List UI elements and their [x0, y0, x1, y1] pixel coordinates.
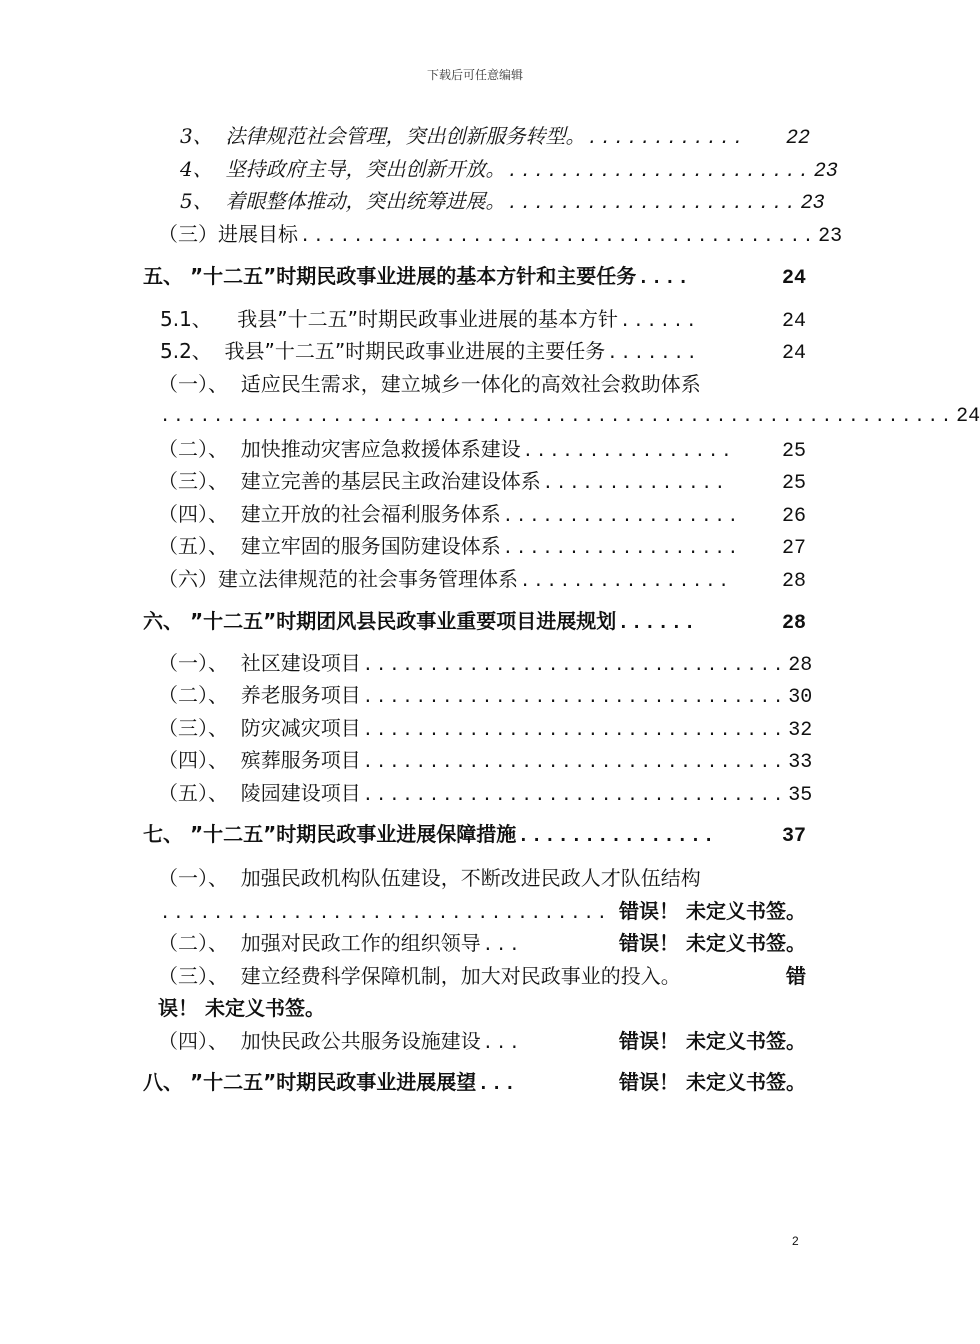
chapter-page: 37 — [781, 825, 806, 848]
entry-page: 22 — [785, 127, 810, 150]
dot-leader: ... — [478, 1074, 518, 1094]
entry-number: （三）、 — [158, 964, 228, 988]
entry-title: 殡葬服务项目 — [240, 748, 361, 772]
entry-number: 4、 — [180, 157, 213, 181]
dot-leader: ................................ — [362, 655, 787, 675]
toc-entry[interactable] — [158, 681, 813, 712]
toc-entry[interactable] — [158, 532, 806, 563]
entry-number: （六） — [158, 567, 218, 591]
dot-leader: ... — [482, 1033, 523, 1053]
entry-title: 我县”十二五”时期民政事业进展的基本方针 — [237, 307, 618, 331]
entry-number: 5、 — [180, 189, 213, 213]
toc-entry[interactable] — [158, 962, 806, 990]
entry-error-text: 错误！ 未定义书签。 — [619, 1070, 806, 1094]
entry-title: 建立牢固的服务国防建设体系 — [240, 534, 501, 558]
toc-entry[interactable] — [180, 122, 810, 153]
toc-entry[interactable] — [180, 187, 825, 218]
entry-page: 35 — [788, 784, 813, 807]
entry-page: 25 — [781, 472, 806, 495]
toc-entry[interactable] — [160, 305, 806, 336]
toc-entry[interactable] — [158, 864, 806, 892]
entry-page: 23 — [813, 160, 838, 183]
toc-entry[interactable] — [180, 155, 838, 186]
entry-number: （四）、 — [158, 1029, 228, 1053]
entry-number: 5.2、 — [160, 339, 212, 363]
toc-entry[interactable] — [158, 220, 843, 251]
toc-entry[interactable] — [158, 370, 806, 398]
entry-title: 法律规范社会管理，突出创新服务转型。 — [225, 124, 586, 148]
dot-leader: ....................................... — [300, 226, 817, 246]
dot-leader: .................. — [502, 506, 741, 526]
toc-entry[interactable] — [158, 1027, 806, 1057]
entry-title: 建立完善的基层民主政治建设体系 — [240, 469, 541, 493]
entry-number: （一）、 — [158, 866, 228, 890]
chapter-title: ”十二五”时期民政事业进展的基本方针和主要任务 — [189, 264, 637, 288]
dot-leader: ................................ — [362, 752, 787, 772]
entry-number: （四）、 — [158, 502, 228, 526]
entry-title: 防灾减灾项目 — [240, 716, 361, 740]
entry-title: 加快推动灾害应急救援体系建设 — [240, 437, 521, 461]
entry-page: 24 — [781, 342, 806, 365]
chapter-number: 八、 — [143, 1070, 183, 1094]
chapter-title: ”十二五”时期民政事业进展保障措施 — [189, 822, 517, 846]
entry-title: 加快民政公共服务设施建设 — [240, 1029, 481, 1053]
entry-page: 33 — [788, 751, 813, 774]
entry-error-text: 错误！ 未定义书签。 — [619, 899, 806, 923]
entry-title: 社区建设项目 — [240, 651, 361, 675]
entry-page: 24 — [781, 310, 806, 333]
entry-error-text: 错误！ 未定义书签。 — [619, 1029, 806, 1053]
chapter-number: 六、 — [143, 609, 183, 633]
entry-title: 建立经费科学保障机制，加大对民政事业的投入。 — [240, 964, 681, 988]
dot-leader: ............................................................ — [160, 406, 955, 426]
entry-number: （三）、 — [158, 469, 228, 493]
entry-title: 我县”十二五”时期民政事业进展的主要任务 — [224, 339, 606, 363]
entry-number: （五）、 — [158, 534, 228, 558]
dot-leader: .... — [638, 268, 692, 288]
toc-entry[interactable] — [158, 746, 813, 777]
entry-page: 28 — [788, 654, 813, 677]
entry-error-text: 错 — [786, 964, 806, 988]
dot-leader: ................................ — [362, 720, 787, 740]
page-header: 下载后可任意编辑 — [426, 68, 523, 82]
entry-number: 3、 — [180, 124, 213, 148]
toc-entry[interactable] — [158, 929, 806, 959]
entry-title: 陵园建设项目 — [240, 781, 361, 805]
toc-entry-continuation[interactable] — [158, 402, 980, 431]
dot-leader: .................................. — [160, 903, 610, 923]
entry-page: 25 — [781, 440, 806, 463]
toc-entry[interactable] — [158, 649, 813, 680]
entry-page: 24 — [956, 405, 980, 428]
dot-leader: ................................ — [362, 785, 787, 805]
dot-leader: ............ — [587, 128, 747, 148]
toc-entry[interactable] — [158, 714, 813, 745]
entry-title: 加强对民政工作的组织领导 — [240, 931, 481, 955]
entry-number: （一）、 — [158, 651, 228, 675]
entry-error-text: 误！ 未定义书签。 — [158, 996, 325, 1020]
toc-entry-continuation[interactable] — [158, 994, 806, 1022]
dot-leader: .............. — [542, 473, 729, 493]
dot-leader: ...... — [619, 311, 700, 331]
toc-entry[interactable] — [158, 565, 806, 596]
dot-leader: ....... — [607, 343, 700, 363]
chapter-page: 28 — [781, 612, 806, 635]
entry-page: 28 — [781, 570, 806, 593]
dot-leader: ....................... — [507, 161, 812, 181]
entry-number: （一）、 — [158, 372, 228, 396]
entry-title: 坚持政府主导，突出创新开放。 — [225, 157, 506, 181]
toc-chapter[interactable] — [143, 1068, 806, 1098]
dot-leader: ............... — [518, 826, 717, 846]
toc-entry[interactable] — [158, 500, 806, 531]
chapter-page: 24 — [781, 267, 806, 290]
dot-leader: ................................ — [362, 687, 787, 707]
toc-chapter[interactable] — [143, 262, 806, 293]
chapter-number: 五、 — [143, 264, 183, 288]
chapter-number: 七、 — [143, 822, 183, 846]
chapter-title: ”十二五”时期团风县民政事业重要项目进展规划 — [189, 609, 617, 633]
dot-leader: ................ — [520, 571, 732, 591]
entry-title: 进展目标 — [218, 222, 298, 246]
toc-chapter[interactable] — [143, 820, 806, 851]
entry-number: （三）、 — [158, 716, 228, 740]
entry-title: 适应民生需求，建立城乡一体化的高效社会救助体系 — [240, 372, 701, 396]
chapter-title: ”十二五”时期民政事业进展展望 — [189, 1070, 477, 1094]
toc-entry[interactable] — [158, 779, 813, 810]
entry-error-text: 错误！ 未定义书签。 — [619, 931, 806, 955]
entry-title: 着眼整体推动，突出统筹进展。 — [225, 189, 506, 213]
dot-leader: ... — [482, 935, 523, 955]
entry-title: 加强民政机构队伍建设，不断改进民政人才队伍结构 — [240, 866, 701, 890]
entry-number: （三） — [158, 222, 218, 246]
entry-number: （四）、 — [158, 748, 228, 772]
toc-entry[interactable] — [158, 467, 806, 498]
entry-title: 养老服务项目 — [240, 683, 361, 707]
page-number: 2 — [792, 1234, 799, 1248]
entry-page: 27 — [781, 537, 806, 560]
entry-number: （二）、 — [158, 683, 228, 707]
entry-page: 32 — [788, 719, 813, 742]
toc-entry[interactable] — [160, 337, 806, 368]
toc-entry-continuation[interactable] — [158, 897, 806, 927]
dot-leader: ................ — [522, 441, 735, 461]
entry-page: 23 — [818, 225, 843, 248]
entry-page: 30 — [788, 686, 813, 709]
toc-chapter[interactable] — [143, 607, 806, 638]
entry-page: 23 — [800, 192, 825, 215]
entry-number: 5.1、 — [160, 307, 212, 331]
entry-page: 26 — [781, 505, 806, 528]
dot-leader: ...................... — [507, 193, 799, 213]
entry-number: （五）、 — [158, 781, 228, 805]
entry-number: （二）、 — [158, 437, 228, 461]
dot-leader: ...... — [618, 613, 698, 633]
entry-number: （二）、 — [158, 931, 228, 955]
entry-title: 建立法律规范的社会事务管理体系 — [218, 567, 518, 591]
toc-entry[interactable] — [158, 435, 806, 466]
dot-leader: .................. — [502, 538, 741, 558]
entry-title: 建立开放的社会福利服务体系 — [240, 502, 501, 526]
